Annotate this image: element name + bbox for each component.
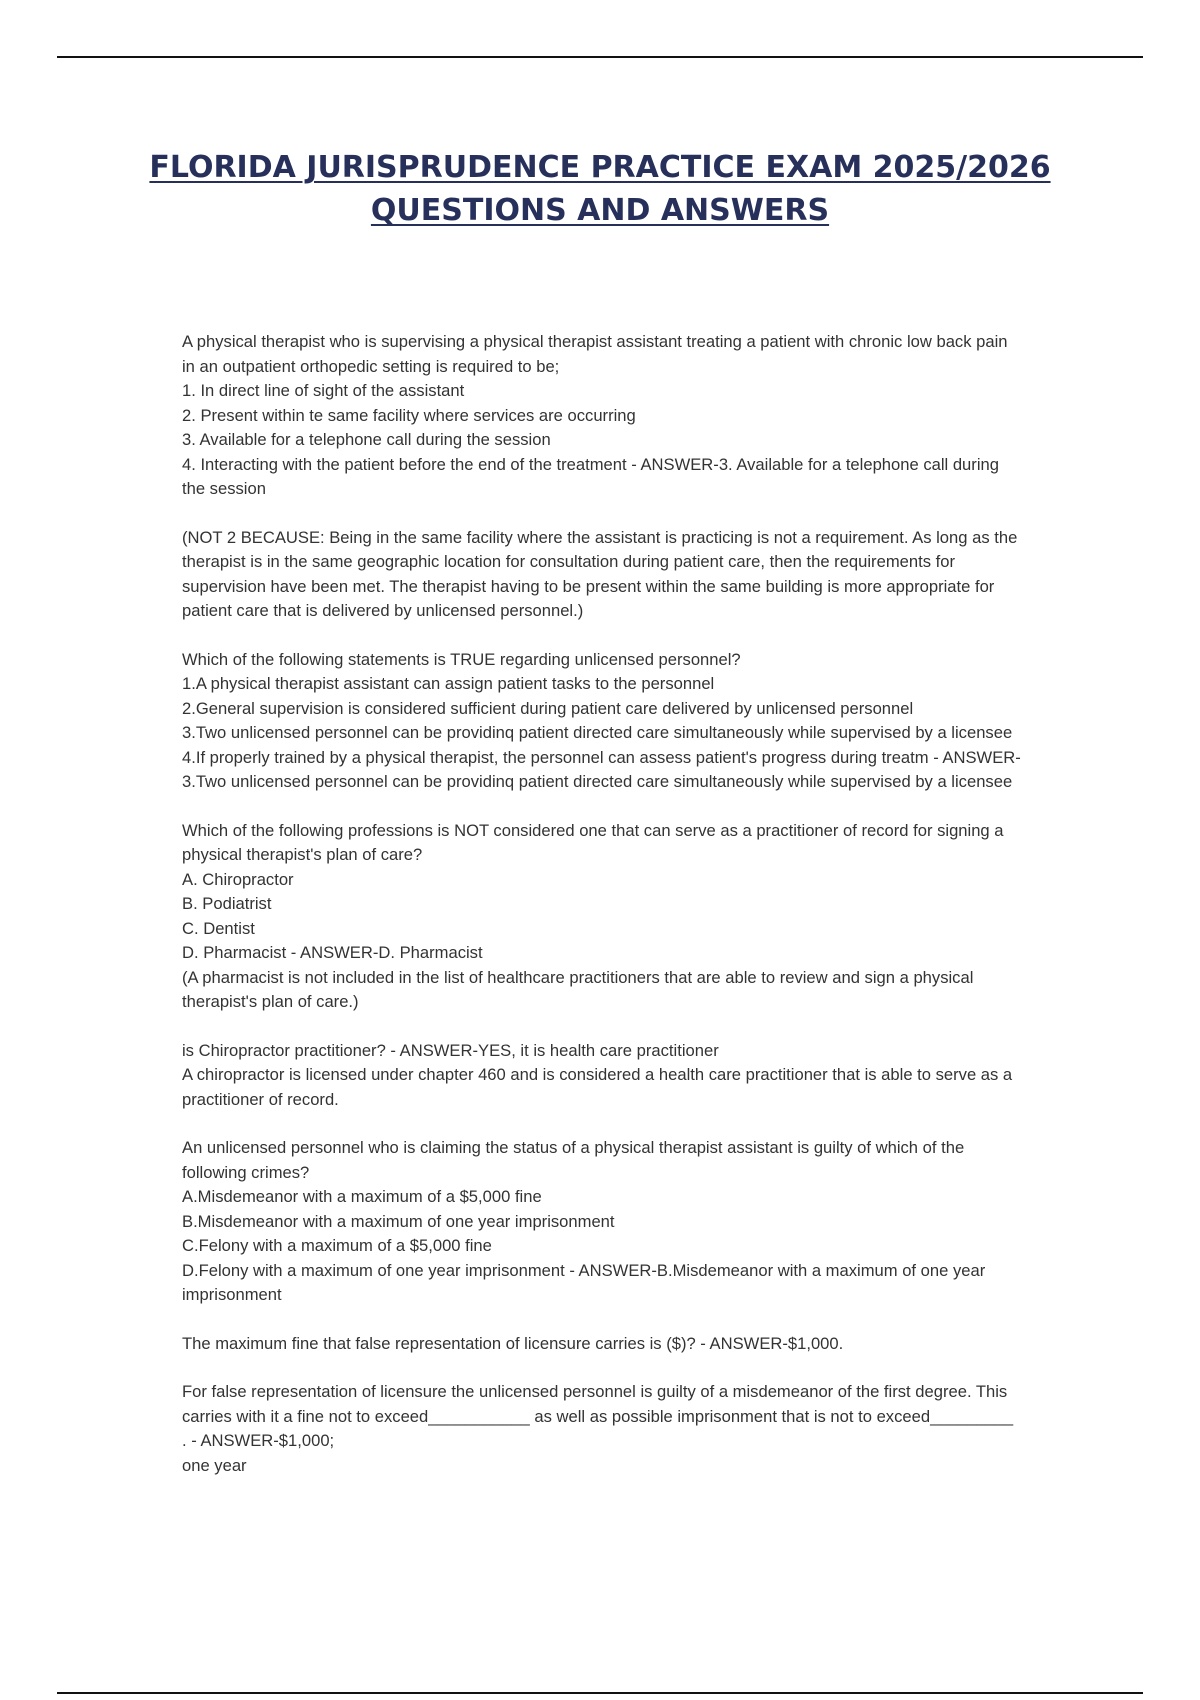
text-line: A.Misdemeanor with a maximum of a $5,000 fine	[182, 1187, 542, 1206]
text-line: Which of the following statements is TRUE regarding unlicensed personnel?	[182, 649, 741, 669]
question-block-7	[182, 1380, 1022, 1478]
text-line: A chiropractor is licensed under chapter 460 and is considered a health care practitioner that is able to serve as a practitioner of record.	[182, 1065, 1013, 1109]
question-block-5	[182, 1136, 1022, 1308]
text-line: A. Chiropractor	[182, 869, 294, 889]
question-block-2	[182, 648, 1022, 795]
text-line: 1. In direct line of sight of the assistant	[182, 381, 465, 400]
text-line: An unlicensed personnel who is claiming the status of a physical therapist assistant is guilty of which of the following crimes?	[182, 1138, 965, 1182]
question-block-4	[182, 1039, 1022, 1113]
text-line: D. Pharmacist - ANSWER-D. Pharmacist	[182, 943, 483, 962]
text-line: For false representation of licensure the unlicensed personnel is guilty of a misdemeanor of the first degree. This carries with it a fine not to exceed___________ as well as possible imprisonment that is not to exceed_________ . - ANSWER-$1,000;	[182, 1382, 1014, 1450]
text-line: C.Felony with a maximum of a $5,000 fine	[182, 1236, 492, 1255]
text-line: 3.Two unlicensed personnel can be providinq patient directed care simultaneously while supervised by a licensee	[182, 723, 1013, 742]
text-line: 4.If properly trained by a physical therapist, the personnel can assess patient's progress during treatm - ANSWER-3.Two unlicensed personnel can be providinq patient directed care simultaneously while supervised by a licensee	[182, 747, 1021, 791]
text-line: B. Podiatrist	[182, 894, 272, 913]
page-title	[100, 146, 1100, 232]
text-line: one year	[182, 1455, 247, 1475]
title-line-2: QUESTIONS AND ANSWERS	[370, 193, 830, 228]
document-body	[182, 330, 1022, 1502]
text-line: C. Dentist	[182, 918, 255, 938]
text-line: (A pharmacist is not included in the list of healthcare practitioners that are able to review and sign a physical therapist's plan of care.)	[182, 967, 974, 1011]
text-line: 1.A physical therapist assistant can assign patient tasks to the personnel	[182, 674, 715, 693]
title-line-1: FLORIDA JURISPRUDENCE PRACTICE EXAM 2025/2026	[149, 150, 1051, 185]
bottom-rule	[57, 1692, 1143, 1694]
text-line: B.Misdemeanor with a maximum of one year imprisonment	[182, 1211, 615, 1231]
explanation-block-1	[182, 526, 1022, 624]
text-line: Which of the following professions is NOT considered one that can serve as a practitioner of record for signing a physical therapist's plan of care?	[182, 820, 1004, 864]
question-block-3	[182, 819, 1022, 1015]
top-rule	[57, 56, 1143, 58]
question-block-1	[182, 330, 1022, 502]
text-line: 2. Present within te same facility where services are occurring	[182, 405, 636, 425]
text-line: is Chiropractor practitioner? - ANSWER-YES, it is health care practitioner	[182, 1040, 719, 1060]
text-line: A physical therapist who is supervising a physical therapist assistant treating a patient with chronic low back pain in an outpatient orthopedic setting is required to be;	[182, 332, 1008, 376]
text-line: 2.General supervision is considered sufficient during patient care delivered by unlicensed personnel	[182, 698, 914, 718]
text-line: The maximum fine that false representation of licensure carries is ($)? - ANSWER-$1,000.	[182, 1333, 844, 1353]
text-line: 4. Interacting with the patient before the end of the treatment - ANSWER-3. Available for a telephone call during the session	[182, 454, 999, 498]
text-line: D.Felony with a maximum of one year imprisonment - ANSWER-B.Misdemeanor with a maximum of one year imprisonment	[182, 1260, 986, 1304]
question-block-6	[182, 1332, 1022, 1357]
text-line: 3. Available for a telephone call during the session	[182, 430, 551, 449]
text-line: (NOT 2 BECAUSE: Being in the same facility where the assistant is practicing is not a requirement. As long as the therapist is in the same geographic location for consultation during patient care, then the requirements for supervision have been met. The therapist having to be present within the same building is more appropriate for patient care that is delivered by unlicensed personnel.)	[182, 527, 1018, 620]
